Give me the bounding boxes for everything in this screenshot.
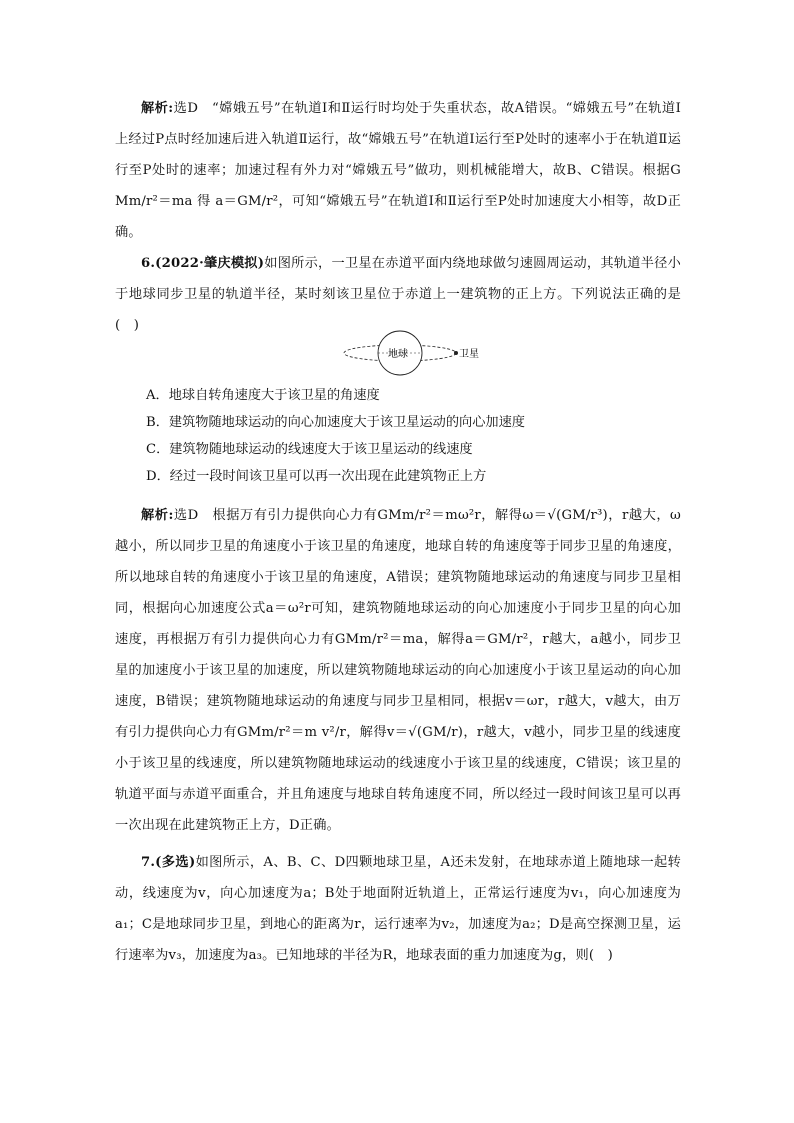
q5-analysis-text: 选D “嫦娥五号”在轨道Ⅰ和Ⅱ运行时均处于失重状态，故A错误。“嫦娥五号”在轨道Ⅰ上经过P点时经加速后进入轨道Ⅱ运行，故“嫦娥五号”在轨道Ⅰ运行至P处时的速率小于在轨道Ⅱ运行至P处时的速率；加速过程有外力对“嫦娥五号”做功，则机械能增大，故B、C错误。根据G Mm/r²＝ma 得 a＝GM/r²，可知“嫦娥五号”在轨道Ⅰ和Ⅱ运行至P处时加速度大小相等，故D正确。 (115, 101, 681, 240)
q6-analysis (115, 500, 681, 841)
option-b: B．建筑物随地球运动的向心加速度大于该卫星运动的向心加速度 (146, 415, 525, 430)
q7-stem (115, 847, 681, 971)
q5-analysis (115, 93, 681, 248)
earth-label: 地球 (388, 349, 408, 360)
analysis-label: 解析: (141, 508, 174, 523)
q6-number: 6. (141, 256, 156, 271)
q7-number: 7. (141, 855, 156, 870)
q6-analysis-text: 选D 根据万有引力提供向心力有GMm/r²＝mω²r，解得ω＝√(GM/r³)，r越大，ω越小，所以同步卫星的角速度小于该卫星的角速度，地球自转的角速度等于同步卫星的角速度，所以地球自转的角速度小于该卫星的角速度，A错误；建筑物随地球运动的角速度与同步卫星相同，根据向心加速度公式a＝ω²r可知，建筑物随地球运动的向心加速度小于同步卫星的向心加速度，再根据万有引力提供向心力有GMm/r²＝ma，解得a＝GM/r²，r越大，a越小，同步卫星的加速度小于该卫星的加速度，所以建筑物随地球运动的向心加速度小于该卫星运动的向心加速度，B错误；建筑物随地球运动的角速度与同步卫星相同，根据v＝ωr，r越大，v越大，由万有引力提供向心力有GMm/r²＝m v²/r，解得v＝√(GM/r)，r越大，v越小，同步卫星的线速度小于该卫星的线速度，所以建筑物随地球运动的线速度小于该卫星的线速度，C错误；该卫星的轨道平面与赤道平面重合，并且角速度与地球自转角速度不同，所以经过一段时间该卫星可以再一次出现在此建筑物正上方，D正确。 (115, 508, 682, 833)
satellite-label: 卫星 (459, 349, 479, 360)
q6-stem-text: 如图所示，一卫星在赤道平面内绕地球做匀速圆周运动，其轨道半径小于地球同步卫星的轨道半径，某时刻该卫星位于赤道上一建筑物的正上方。下列说法正确的是( ) (115, 256, 681, 333)
satellite-dot (454, 351, 458, 355)
q7-stem-text: 如图所示，A、B、C、D四颗地球卫星，A还未发射，在地球赤道上随地球一起转动，线速度为v，向心加速度为a；B处于地面附近轨道上，正常运行速度为v₁，向心加速度为a₁；C是地球同步卫星，到地心的距离为r，运行速率为v₂，加速度为a₂；D是高空探测卫星，运行速率为v₃，加速度为a₃。已知地球的半径为R，地球表面的重力加速度为g，则( ) (115, 855, 681, 963)
earth-satellite-diagram (340, 327, 490, 379)
q6-options (146, 382, 525, 490)
option-a: A．地球自转角速度大于该卫星的角速度 (146, 388, 380, 403)
q7-tag: (多选) (155, 855, 196, 870)
q6-source: (2022·肇庆模拟) (155, 256, 265, 271)
option-d: D．经过一段时间该卫星可以再一次出现在此建筑物正上方 (146, 469, 487, 484)
option-c: C．建筑物随地球运动的线速度大于该卫星运动的线速度 (146, 442, 473, 457)
analysis-label: 解析: (141, 101, 174, 116)
